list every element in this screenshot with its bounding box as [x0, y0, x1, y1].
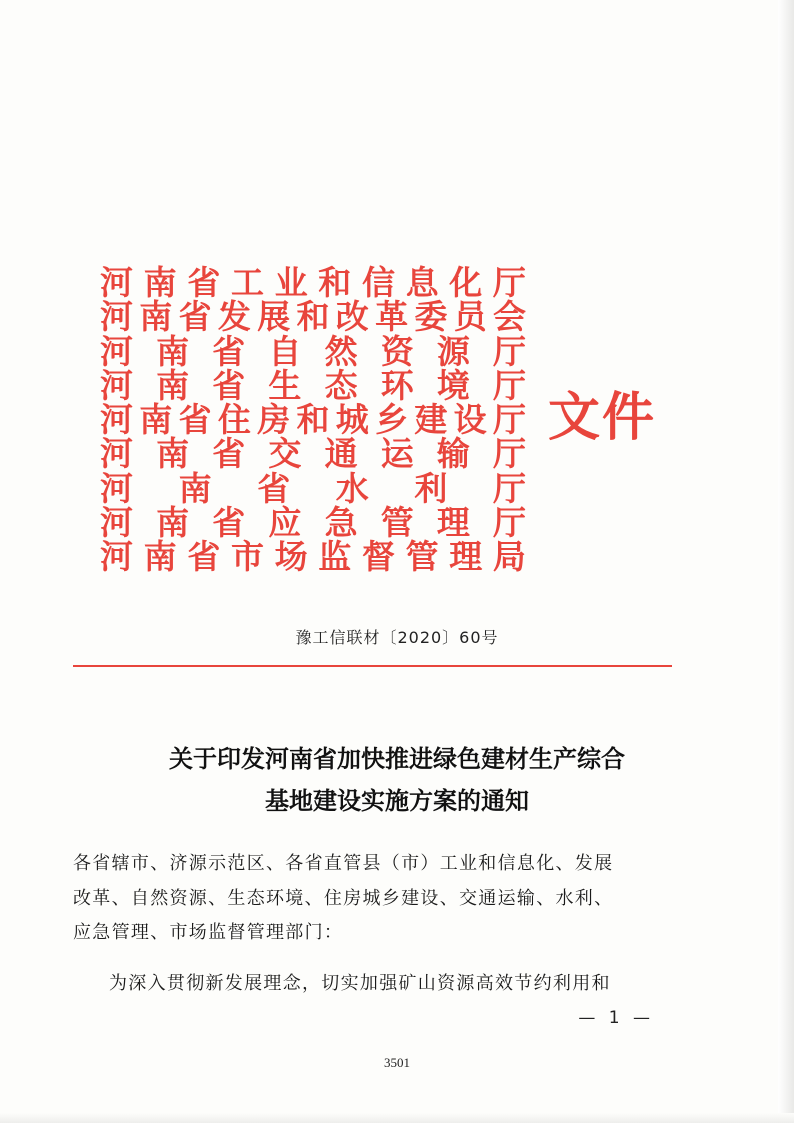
issuer-char: 急 — [324, 503, 358, 543]
issuer-line — [100, 331, 526, 371]
issuer-char: 城 — [335, 400, 369, 440]
issuer-char: 南 — [178, 468, 212, 508]
recipients-line-1: 各省辖市、济源示范区、各省直管县（市）工业和信息化、发展 — [73, 853, 614, 874]
issuer-char: 化 — [449, 263, 483, 302]
issuer-char: 理 — [436, 503, 470, 543]
issuer-char: 交 — [268, 434, 302, 474]
issuer-char: 息 — [405, 263, 439, 302]
issuer-char: 利 — [414, 468, 448, 508]
issuer-char: 河 — [100, 503, 133, 543]
issuer-char: 建 — [414, 400, 448, 440]
issuer-char: 展 — [257, 297, 291, 337]
issuer-char: 省 — [178, 400, 212, 440]
issuer-char: 河 — [100, 263, 133, 302]
issuer-char: 厅 — [492, 365, 526, 405]
issuer-char: 水 — [335, 468, 369, 508]
issuer-char: 会 — [492, 297, 526, 337]
issuer-char: 业 — [274, 263, 308, 302]
issuer-char: 河 — [100, 365, 133, 405]
issuer-char: 南 — [156, 503, 190, 543]
document-title — [0, 738, 794, 822]
issuer-char: 乡 — [375, 400, 409, 440]
issuer-char: 督 — [361, 537, 395, 577]
issuer-char: 省 — [187, 263, 221, 302]
issuer-char: 理 — [449, 537, 483, 577]
issuer-char: 改 — [335, 297, 369, 337]
issuer-char: 环 — [380, 365, 414, 405]
recipients-line-2: 改革、自然资源、生态环境、住房城乡建设、交通运输、水利、 — [73, 887, 614, 909]
issuer-char: 然 — [324, 331, 358, 371]
issuer-char: 河 — [100, 468, 133, 508]
issuer-char: 省 — [187, 537, 221, 577]
issuer-char: 资 — [380, 331, 414, 371]
scan-edge-shadow — [778, 0, 794, 1123]
issuer-char: 境 — [436, 365, 470, 405]
issuer-char: 南 — [156, 434, 190, 474]
issuer-char: 南 — [156, 331, 190, 371]
issuer-char: 工 — [230, 263, 264, 302]
recipients — [73, 847, 673, 951]
title-line-1: 关于印发河南省加快推进绿色建材生产综合 — [169, 745, 625, 773]
issuer-char: 源 — [436, 331, 470, 371]
issuer-char: 河 — [100, 434, 133, 474]
issuer-char: 住 — [217, 400, 251, 440]
issuer-char: 河 — [100, 331, 133, 371]
issuer-line — [100, 400, 526, 440]
document-header-suffix: 文件 — [548, 388, 657, 448]
issuer-char: 省 — [212, 331, 246, 371]
issuer-char: 南 — [139, 400, 173, 440]
red-separator-line — [73, 665, 672, 667]
issuer-char: 河 — [100, 400, 133, 440]
sequence-number: 3501 — [384, 1055, 410, 1070]
issuer-char: 态 — [324, 365, 358, 405]
issuer-char: 省 — [212, 434, 246, 474]
issuer-line — [100, 434, 526, 474]
issuer-char: 设 — [453, 400, 487, 440]
issuer-char: 员 — [453, 297, 487, 337]
issuer-char: 南 — [143, 263, 177, 302]
issuer-char: 管 — [405, 537, 439, 577]
issuer-char: 输 — [436, 434, 470, 474]
issuer-char: 自 — [268, 331, 302, 371]
issuing-agencies — [100, 263, 526, 577]
document-number: 豫工信联材〔2020〕60号 — [295, 628, 499, 647]
issuer-line — [100, 263, 526, 302]
issuer-char: 厅 — [492, 468, 526, 508]
issuer-char: 通 — [324, 434, 358, 474]
issuer-char: 发 — [217, 297, 251, 337]
issuer-char: 省 — [257, 468, 291, 508]
issuer-char: 生 — [268, 365, 302, 405]
issuer-char: 房 — [257, 400, 291, 440]
issuer-char: 南 — [139, 297, 173, 337]
title-line-2: 基地建设实施方案的通知 — [265, 787, 529, 815]
issuer-line — [100, 537, 526, 577]
issuer-char: 监 — [318, 537, 352, 577]
issuer-line — [100, 365, 526, 405]
issuer-char: 省 — [212, 365, 246, 405]
issuer-char: 南 — [156, 365, 190, 405]
issuer-char: 和 — [296, 400, 330, 440]
issuer-char: 委 — [414, 297, 448, 337]
page-number: — 1 — — [578, 1008, 654, 1028]
issuer-char: 应 — [268, 503, 302, 543]
issuer-char: 和 — [296, 297, 330, 337]
issuer-char: 河 — [100, 297, 133, 337]
issuer-char: 和 — [318, 263, 352, 302]
issuer-char: 革 — [375, 297, 409, 337]
issuer-char: 省 — [212, 503, 246, 543]
issuer-char: 厅 — [492, 503, 526, 543]
issuer-char: 市 — [230, 537, 264, 577]
issuer-line — [100, 503, 526, 543]
issuer-char: 场 — [274, 537, 308, 577]
issuer-line — [100, 468, 526, 508]
issuer-char: 信 — [361, 263, 395, 302]
issuer-char: 厅 — [492, 400, 526, 440]
issuer-char: 省 — [178, 297, 212, 337]
recipients-line-3: 应急管理、市场监督管理部门： — [73, 922, 344, 943]
issuer-char: 厅 — [492, 263, 526, 302]
issuer-char: 河 — [100, 537, 133, 577]
issuer-char: 南 — [143, 537, 177, 577]
issuer-char: 局 — [492, 537, 526, 577]
scan-edge-bottom — [0, 1113, 794, 1123]
issuer-char: 厅 — [492, 434, 526, 474]
issuer-line — [100, 297, 526, 337]
issuer-char: 运 — [380, 434, 414, 474]
issuer-char: 厅 — [492, 331, 526, 371]
issuer-char: 管 — [380, 503, 414, 543]
body-paragraph: 为深入贯彻新发展理念，切实加强矿山资源高效节约利用和 — [109, 973, 611, 994]
